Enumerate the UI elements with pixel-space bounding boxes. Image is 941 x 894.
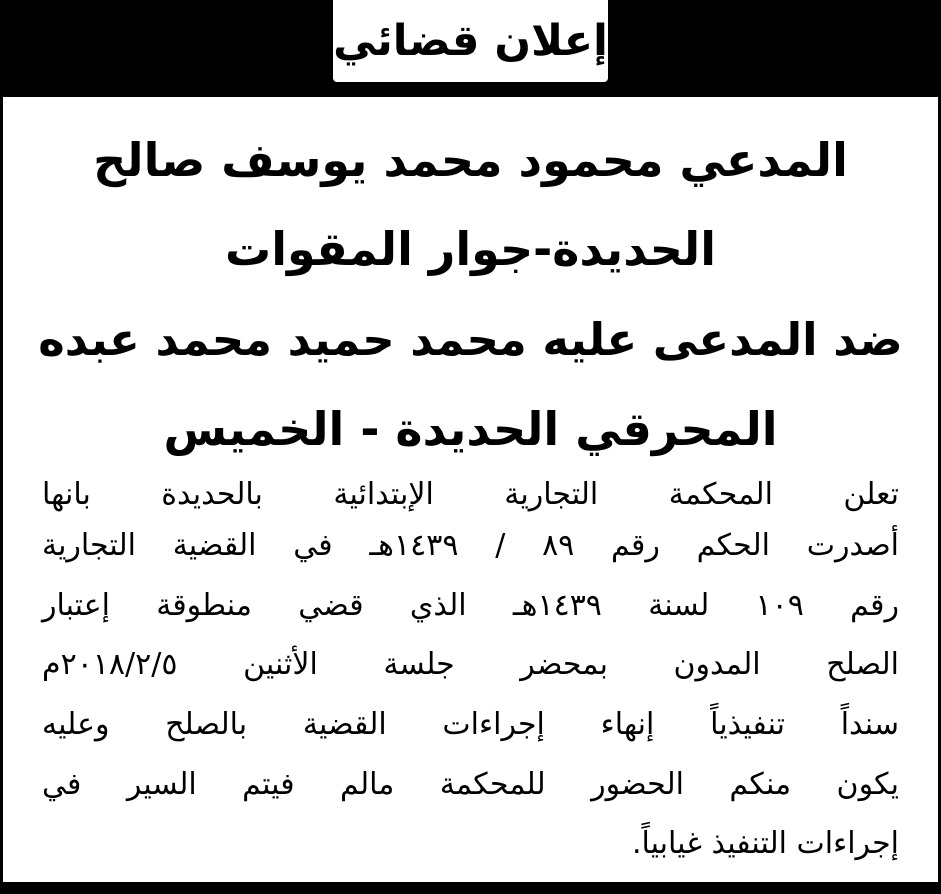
body-line: تعلن المحكمة التجارية الإبتدائية بالحديدة بانها bbox=[42, 477, 899, 512]
notice-title: إعلان قضائي bbox=[333, 15, 608, 66]
defendant-address: المحرقي الحديدة - الخميس bbox=[163, 402, 778, 456]
body-line: أصدرت الحكم رقم ٨٩ / ١٤٣٩هـ في القضية التجارية bbox=[42, 528, 900, 563]
body-line: رقم ١٠٩ لسنة ١٤٣٩هـ الذي قضي منطوقة إعتبار bbox=[42, 588, 899, 623]
body-line: إجراءات التنفيذ غيابياً. bbox=[631, 826, 899, 861]
body-line: سنداً تنفيذياً إنهاء إجراءات القضية بالصلح وعليه bbox=[42, 707, 899, 742]
plaintiff-name: المدعي محمود محمد يوسف صالح bbox=[93, 133, 848, 187]
notice-header-bar bbox=[0, 0, 941, 97]
body-line: يكون منكم الحضور للمحكمة مالم فيتم السير في bbox=[42, 767, 899, 802]
plaintiff-address: الحديدة-جوار المقوات bbox=[225, 222, 716, 276]
body-line: الصلح المدون بمحضر جلسة الأثنين ٢٠١٨/٢/٥م bbox=[42, 647, 899, 682]
defendant-name: ضد المدعى عليه محمد حميد محمد عبده bbox=[38, 313, 903, 366]
notice-title-box bbox=[333, 0, 608, 82]
